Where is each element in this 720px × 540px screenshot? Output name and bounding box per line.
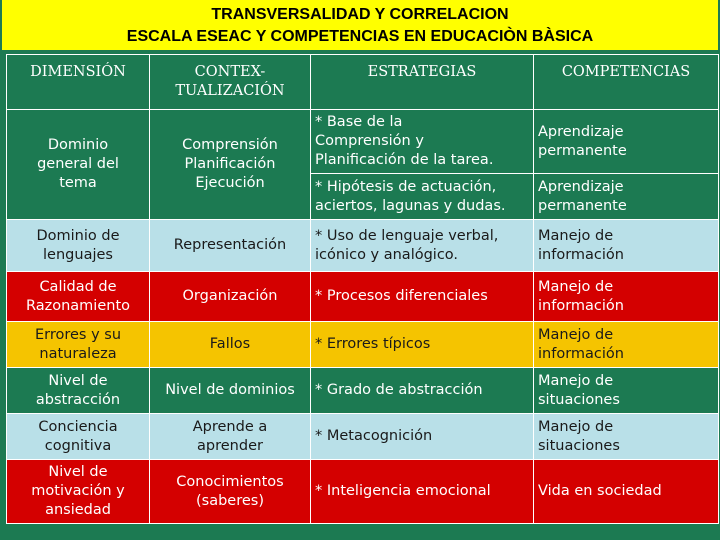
contexto-cell: Fallos bbox=[150, 322, 311, 368]
competencia-cell: Manejo de información bbox=[534, 220, 719, 272]
slide-title bbox=[2, 0, 718, 50]
contexto-cell: Organización bbox=[150, 272, 311, 322]
title-line-1: TRANSVERSALIDAD Y CORRELACION bbox=[211, 6, 509, 23]
estrategia-cell: * Base de la Comprensión y Planificación de la tarea. bbox=[311, 110, 534, 174]
contexto-cell: Comprensión Planificación Ejecución bbox=[150, 110, 311, 220]
contexto-cell: Representación bbox=[150, 220, 311, 272]
dimension-cell: Errores y su naturaleza bbox=[7, 322, 150, 368]
competencia-cell: Manejo de situaciones bbox=[534, 368, 719, 414]
competencia-cell: Vida en sociedad bbox=[534, 460, 719, 524]
estrategia-cell: * Metacognición bbox=[311, 414, 534, 460]
competencia-cell: Aprendizaje permanente bbox=[534, 174, 719, 220]
dimension-cell: Conciencia cognitiva bbox=[7, 414, 150, 460]
estrategia-cell: * Uso de lenguaje verbal, icónico y analógico. bbox=[311, 220, 534, 272]
dimension-cell: Dominio de lenguajes bbox=[7, 220, 150, 272]
dimension-cell: Dominio general del tema bbox=[7, 110, 150, 220]
competencia-cell: Aprendizaje permanente bbox=[534, 110, 719, 174]
table-row bbox=[7, 368, 719, 414]
estrategia-cell: * Inteligencia emocional bbox=[311, 460, 534, 524]
table-header-row bbox=[7, 55, 719, 110]
competencia-cell: Manejo de información bbox=[534, 272, 719, 322]
contexto-cell: Conocimientos (saberes) bbox=[150, 460, 311, 524]
header-estrategias: ESTRATEGIAS bbox=[311, 55, 534, 110]
table-row bbox=[7, 272, 719, 322]
table-row bbox=[7, 414, 719, 460]
contexto-cell: Aprende a aprender bbox=[150, 414, 311, 460]
header-dimension: DIMENSIÓN bbox=[7, 55, 150, 110]
header-contextualizacion: CONTEX- TUALIZACIÓN bbox=[150, 55, 311, 110]
estrategia-cell: * Errores típicos bbox=[311, 322, 534, 368]
table-row bbox=[7, 220, 719, 272]
title-line-2: ESCALA ESEAC Y COMPETENCIAS EN EDUCACIÒN BÀSICA bbox=[126, 28, 594, 45]
dimension-cell: Calidad de Razonamiento bbox=[7, 272, 150, 322]
header-competencias: COMPETENCIAS bbox=[534, 55, 719, 110]
table-row bbox=[7, 110, 719, 174]
estrategia-cell: * Hipótesis de actuación, aciertos, lagunas y dudas. bbox=[311, 174, 534, 220]
estrategia-cell: * Grado de abstracción bbox=[311, 368, 534, 414]
competencia-cell: Manejo de situaciones bbox=[534, 414, 719, 460]
table-row bbox=[7, 460, 719, 524]
competencia-cell: Manejo de información bbox=[534, 322, 719, 368]
dimension-cell: Nivel de abstracción bbox=[7, 368, 150, 414]
contexto-cell: Nivel de dominios bbox=[150, 368, 311, 414]
estrategia-cell: * Procesos diferenciales bbox=[311, 272, 534, 322]
dimension-cell: Nivel de motivación y ansiedad bbox=[7, 460, 150, 524]
correlation-table bbox=[6, 54, 719, 524]
table-row bbox=[7, 322, 719, 368]
